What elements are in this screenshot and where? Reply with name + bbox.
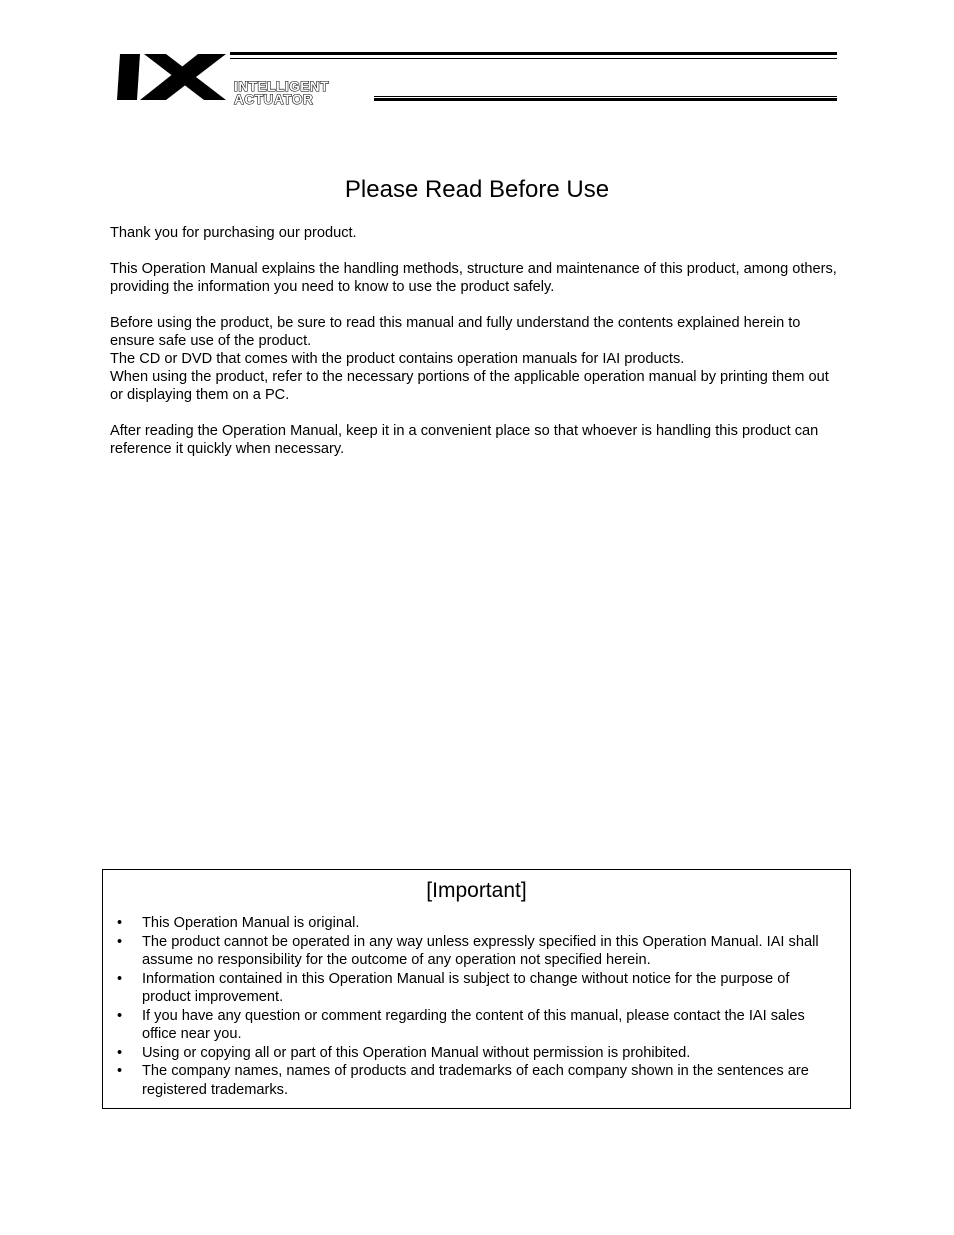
logo-letter-i	[117, 54, 140, 100]
bullet-icon: •	[117, 915, 123, 931]
paragraph-gap	[110, 404, 845, 422]
page-header	[0, 0, 954, 110]
bullet-icon: •	[117, 970, 123, 987]
body-paragraph: The CD or DVD that comes with the product contains operation manuals for IAI products.	[110, 351, 685, 367]
important-list	[103, 914, 850, 1099]
paragraph-gap	[110, 242, 845, 260]
important-item-text: This Operation Manual is original.	[142, 915, 360, 931]
important-item-text: Information contained in this Operation Manual is subject to change without notice for the purpose of product improvement.	[142, 970, 790, 1005]
header-rule-top-thin	[230, 58, 837, 59]
body-paragraph: Before using the product, be sure to read this manual and fully understand the contents explained herein to ensure safe use of the product.	[110, 315, 801, 349]
brand-wordmark	[234, 80, 329, 106]
body-paragraph: When using the product, refer to the necessary portions of the applicable operation manual by printing them out or displaying them on a PC.	[110, 369, 829, 403]
important-list-item	[103, 970, 850, 1007]
important-list-item	[103, 914, 850, 933]
important-list-item	[103, 933, 850, 970]
brand-line-intelligent: INTELLIGENT	[234, 79, 330, 94]
intro-body	[110, 224, 845, 458]
header-rule-bottom-thick	[374, 98, 837, 101]
paragraph-gap	[110, 296, 845, 314]
bullet-icon: •	[117, 1063, 123, 1079]
important-list-item	[103, 1062, 850, 1099]
header-rule-top-thick	[230, 52, 837, 55]
important-notice-box	[102, 869, 851, 1109]
body-paragraph: This Operation Manual explains the handling methods, structure and maintenance of this product, among others, providing the information you need to know to use the product safely.	[110, 261, 837, 295]
important-item-text: Using or copying all or part of this Operation Manual without permission is prohibited.	[142, 1044, 691, 1061]
important-list-item	[103, 1007, 850, 1044]
body-paragraph: Thank you for purchasing our product.	[110, 225, 357, 241]
body-paragraph: After reading the Operation Manual, keep it in a convenient place so that whoever is handling this product can reference it quickly when necessary.	[110, 423, 819, 457]
header-rule-bottom-thin	[374, 96, 837, 97]
important-list-item	[103, 1044, 850, 1063]
important-item-text: The company names, names of products and trademarks of each company shown in the sentences are registered trademarks.	[142, 1063, 809, 1098]
ix-logo-icon	[116, 52, 228, 102]
important-item-text: If you have any question or comment regarding the content of this manual, please contact the IAI sales office near you.	[142, 1007, 805, 1042]
important-title: [Important]	[426, 879, 527, 902]
brand-line-actuator: ACTUATOR	[234, 92, 314, 107]
page-title: Please Read Before Use	[344, 176, 610, 203]
bullet-icon: •	[117, 1007, 123, 1024]
important-item-text: The product cannot be operated in any way unless expressly specified in this Operation Manual. IAI shall assume no responsibility for the outcome of any operation not specified herein.	[142, 933, 819, 968]
bullet-icon: •	[117, 933, 123, 950]
bullet-icon: •	[117, 1044, 123, 1061]
